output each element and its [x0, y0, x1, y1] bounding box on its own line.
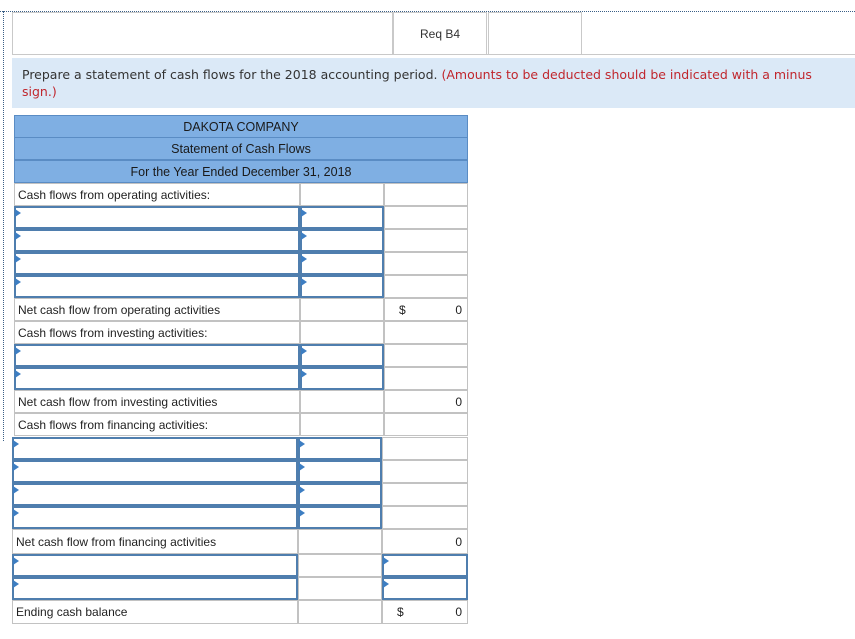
investing-total-cell: [384, 344, 468, 367]
financing-item-input[interactable]: [12, 460, 298, 483]
financing-item-input[interactable]: [12, 483, 298, 506]
operating-amount-input[interactable]: [300, 206, 384, 229]
financing-header-total: [384, 413, 468, 436]
net-operating-label: Net cash flow from operating activities: [14, 298, 300, 321]
cash-change-amount-input[interactable]: [382, 554, 468, 577]
financing-item-input[interactable]: [12, 506, 298, 529]
financing-item-input[interactable]: [12, 437, 298, 460]
financing-amount-input[interactable]: [298, 460, 382, 483]
net-operating-blank: [300, 298, 384, 321]
financing-total-cell: [382, 483, 468, 506]
beginning-cash-label-input[interactable]: [12, 577, 298, 600]
financing-total-cell: [382, 437, 468, 460]
net-investing-total: [384, 390, 468, 413]
operating-amount-input[interactable]: [300, 275, 384, 298]
cash-change-label-input[interactable]: [12, 554, 298, 577]
section-border-left: [3, 11, 4, 441]
net-investing-blank: [300, 390, 384, 413]
operating-item-input[interactable]: [14, 252, 300, 275]
tab-label: Req B4: [419, 26, 461, 41]
financing-total-cell: [382, 460, 468, 483]
financing-header-amount: [300, 413, 384, 436]
statement-period: For the Year Ended December 31, 2018: [14, 160, 468, 183]
net-financing-value: 0: [455, 534, 462, 549]
investing-header-total: [384, 321, 468, 344]
net-operating-currency: $: [399, 302, 406, 317]
investing-header-amount: [300, 321, 384, 344]
net-financing-label: Net cash flow from financing activities: [12, 529, 298, 554]
financing-amount-input[interactable]: [298, 483, 382, 506]
financing-amount-input[interactable]: [298, 506, 382, 529]
ending-cash-blank: [298, 600, 382, 624]
ending-cash-total: [382, 600, 468, 624]
operating-total-cell: [384, 229, 468, 252]
statement-title: Statement of Cash Flows: [14, 137, 468, 160]
ending-cash-currency: $: [397, 605, 404, 619]
financing-amount-input[interactable]: [298, 437, 382, 460]
net-investing-label: Net cash flow from investing activities: [14, 390, 300, 413]
company-name: DAKOTA COMPANY: [14, 115, 468, 138]
net-financing-blank: [298, 529, 382, 554]
net-investing-value: 0: [455, 394, 462, 409]
investing-amount-input[interactable]: [300, 367, 384, 390]
beginning-cash-amount-input[interactable]: [382, 577, 468, 600]
operating-amount-input[interactable]: [300, 229, 384, 252]
ending-cash-value: 0: [455, 605, 462, 619]
investing-total-cell: [384, 367, 468, 390]
operating-item-input[interactable]: [14, 229, 300, 252]
net-operating-value: 0: [455, 302, 462, 317]
instruction-text: Prepare a statement of cash flows for the 2018 accounting period.: [22, 67, 438, 82]
operating-total-cell: [384, 206, 468, 229]
operating-item-input[interactable]: [14, 275, 300, 298]
operating-total-cell: [384, 275, 468, 298]
investing-header: Cash flows from investing activities:: [14, 321, 300, 344]
tab-next[interactable]: [488, 12, 582, 54]
tab-divider: [12, 54, 855, 55]
operating-item-input[interactable]: [14, 206, 300, 229]
operating-header-total: [384, 183, 468, 206]
operating-amount-input[interactable]: [300, 252, 384, 275]
operating-header: Cash flows from operating activities:: [14, 183, 300, 206]
instruction-panel: [12, 58, 855, 108]
tab-spacer: [12, 12, 393, 54]
investing-amount-input[interactable]: [300, 344, 384, 367]
investing-item-input[interactable]: [14, 367, 300, 390]
financing-header: Cash flows from financing activities:: [14, 413, 300, 436]
beginning-cash-blank: [298, 577, 382, 600]
cash-change-blank: [298, 554, 382, 577]
net-financing-total: [382, 529, 468, 554]
operating-total-cell: [384, 252, 468, 275]
tab-req-b4[interactable]: [393, 12, 487, 54]
investing-item-input[interactable]: [14, 344, 300, 367]
ending-cash-label: Ending cash balance: [12, 600, 298, 624]
operating-header-amount: [300, 183, 384, 206]
instruction-note: (Amounts to be deducted should be indicated with a minus sign.): [22, 67, 812, 99]
net-operating-total: [384, 298, 468, 321]
financing-total-cell: [382, 506, 468, 529]
